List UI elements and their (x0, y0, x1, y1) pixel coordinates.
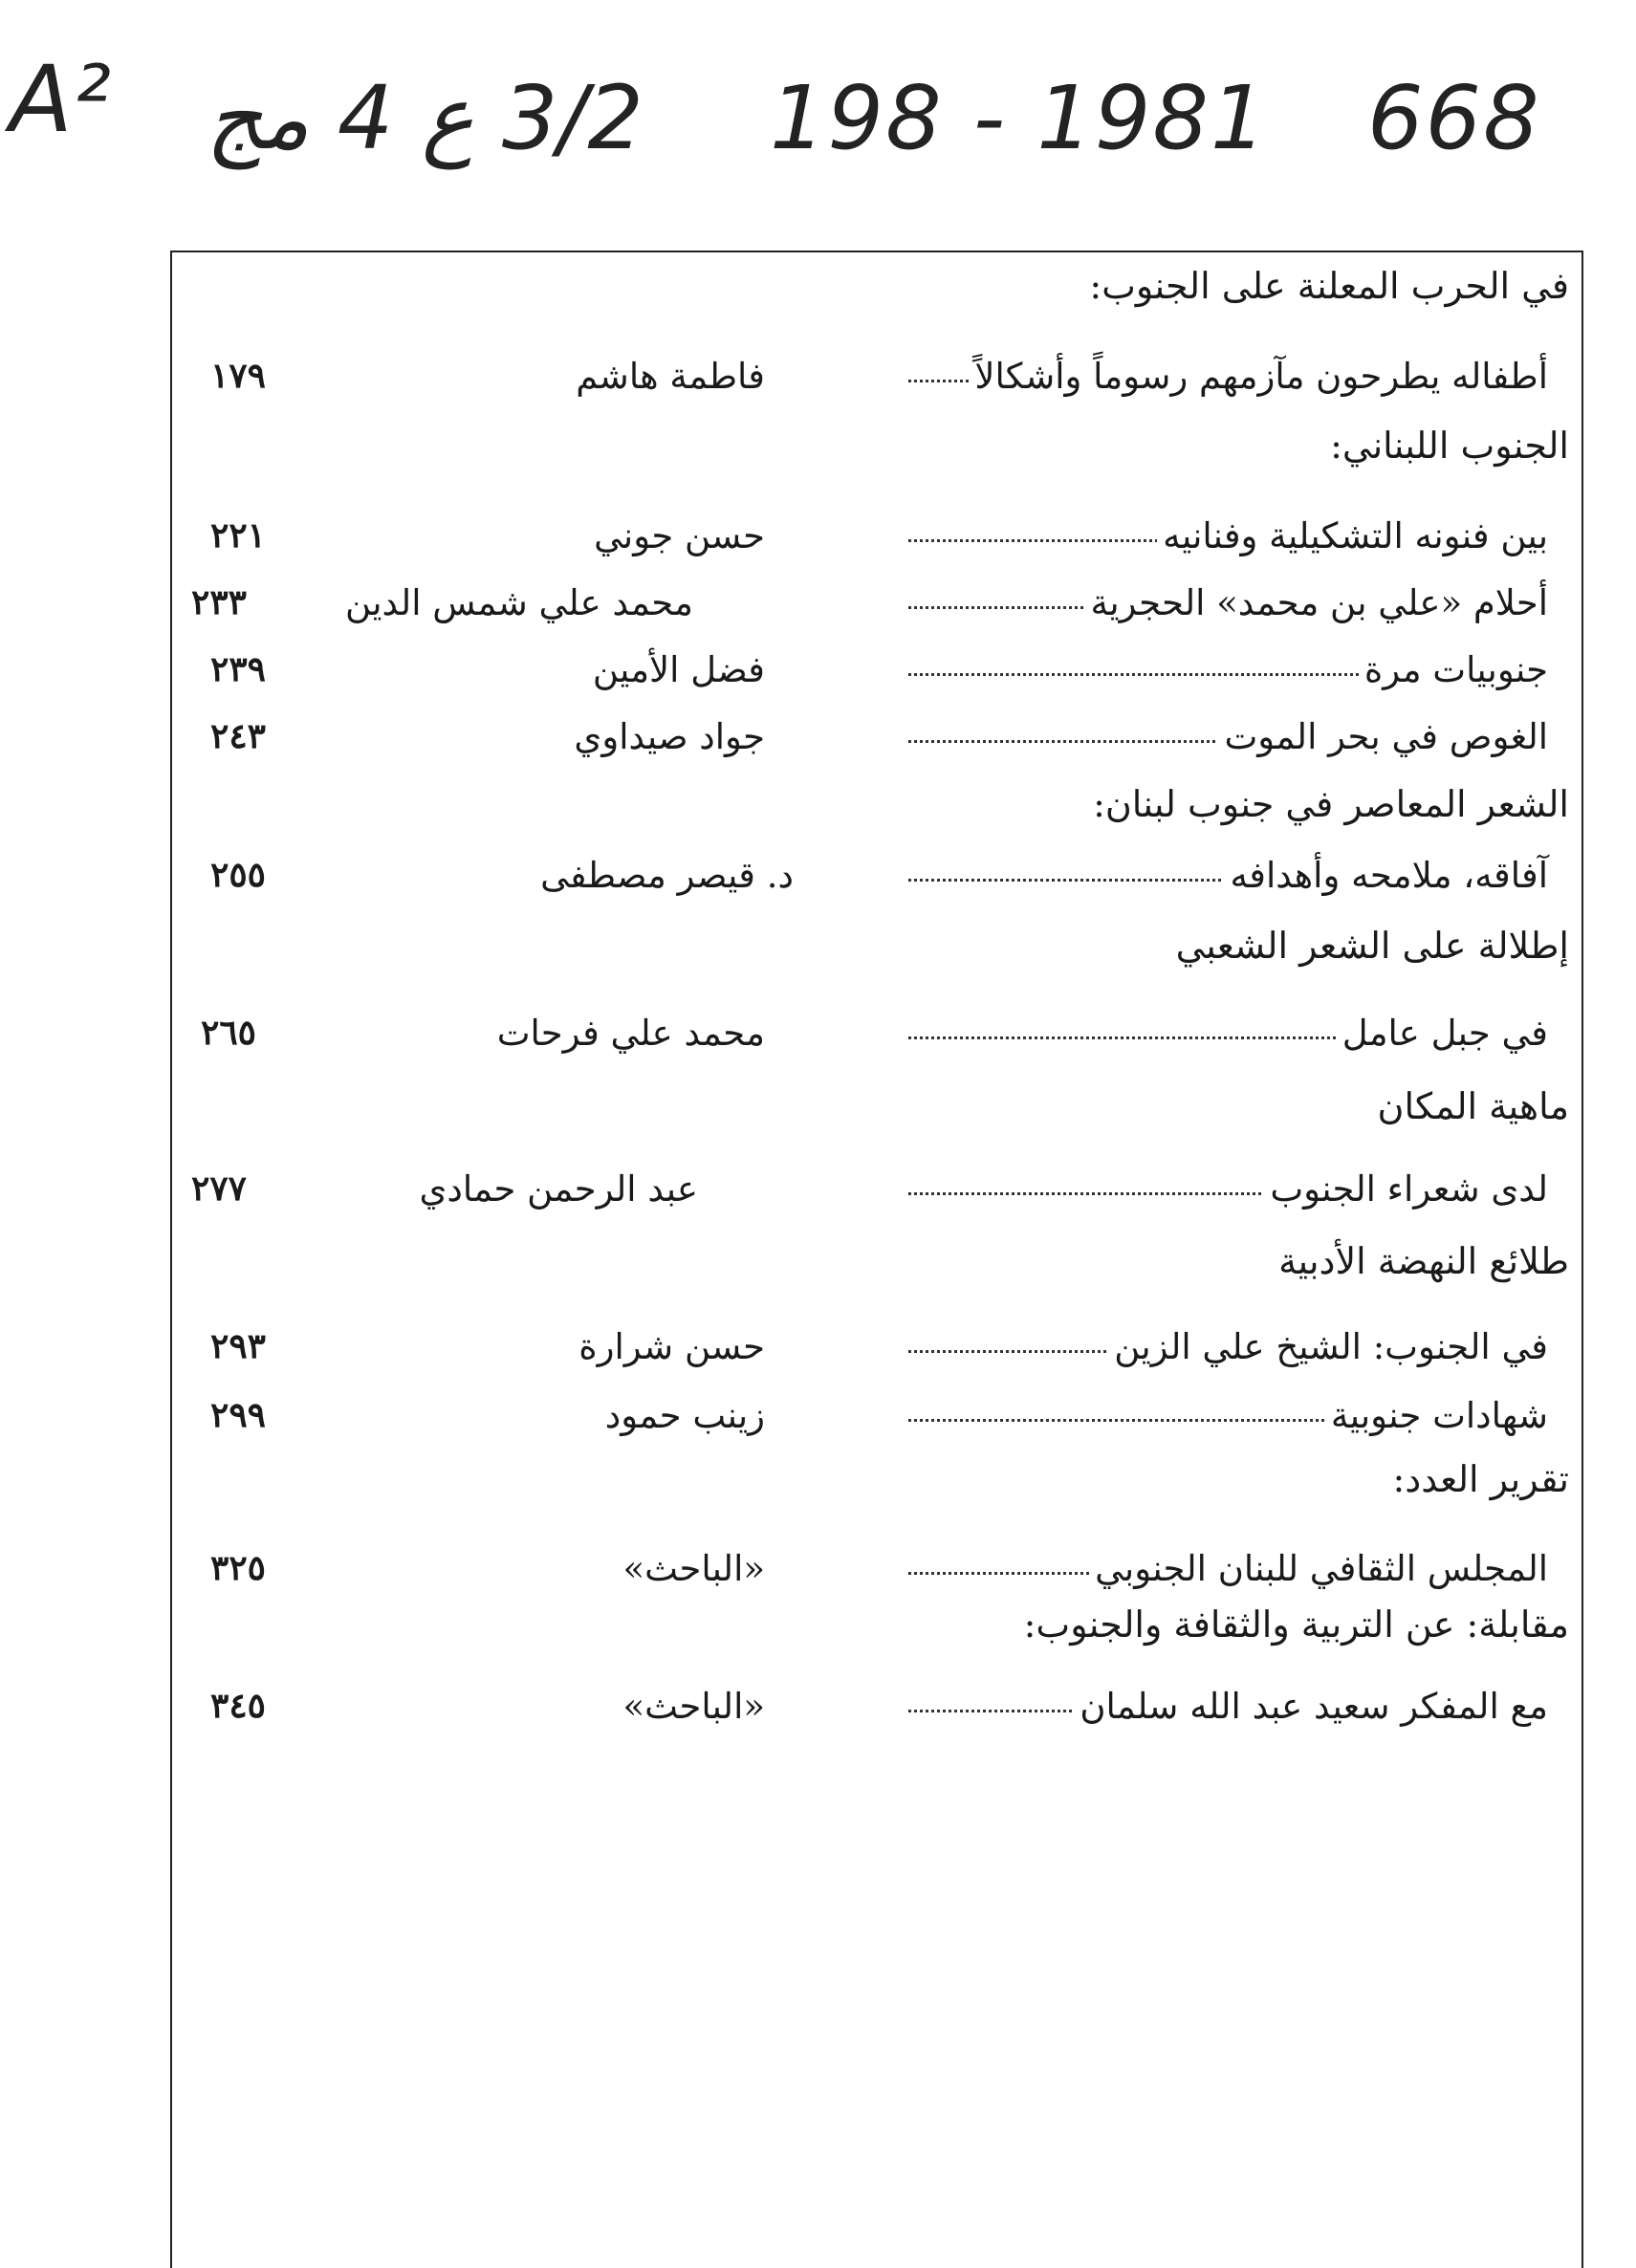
handwritten-year-range: 198 - 1981 (770, 67, 1269, 169)
section-heading: طلائع النهضة الأدبية (1278, 1240, 1569, 1282)
entry-title: الغوص في بحر الموت (1218, 719, 1548, 754)
toc-entry (182, 356, 1569, 408)
entry-author: «الباحث» (622, 1548, 765, 1589)
entry-author: فضل الأمين (592, 649, 765, 690)
entry-author: زينب حمود (604, 1395, 765, 1436)
entry-author: حسن شرارة (578, 1326, 765, 1367)
entry-page: ٢٤٣ (210, 716, 267, 756)
entry-title: بين فنونه التشكيلية وفنانيه (1157, 518, 1548, 554)
section-heading: تقرير العدد: (1392, 1458, 1569, 1500)
section-heading: مقابلة: عن التربية والثقافة والجنوب: (1023, 1603, 1569, 1646)
toc-entry (182, 1395, 1569, 1448)
entry-author: فاطمة هاشم (576, 356, 765, 397)
entry-author: محمد علي شمس الدين (345, 582, 693, 623)
entry-author: جواد صيداوي (574, 716, 765, 757)
toc-entry (182, 1548, 1569, 1601)
entry-page: ٢٧٧ (191, 1168, 248, 1209)
handwritten-annotation (0, 27, 1636, 189)
entry-page: ٢٩٩ (210, 1395, 267, 1435)
entry-page: ١٧٩ (210, 356, 267, 396)
entry-page: ٢٣٩ (210, 649, 267, 689)
entry-title: مع المفكر سعيد عبد الله سلمان (1074, 1689, 1548, 1724)
entry-author: د. قيصر مصطفى (540, 855, 794, 896)
toc-entry (182, 1326, 1569, 1379)
entry-title: في جبل عامل (1337, 1015, 1548, 1051)
toc-entry (182, 515, 1569, 568)
section-heading: في الحرب المعلنة على الجنوب: (1089, 265, 1569, 307)
toc-entry (182, 855, 1569, 907)
entry-page: ٢٩٣ (210, 1326, 267, 1366)
entry-title: المجلس الثقافي للبنان الجنوبي (1089, 1551, 1548, 1586)
entry-page: ٣٤٥ (210, 1686, 267, 1726)
section-heading: إطلالة على الشعر الشعبي (1175, 925, 1569, 967)
entry-title: جنوبيات مرة (1359, 652, 1548, 687)
entry-page: ٢٥٥ (210, 855, 267, 895)
entry-title: أطفاله يطرحون مآزمهم رسوماً وأشكالاً (969, 359, 1548, 394)
entry-page: ٢٦٥ (201, 1013, 257, 1053)
handwritten-number: 668 (1367, 67, 1541, 169)
entry-author: «الباحث» (622, 1686, 765, 1727)
toc-entry (182, 582, 1569, 635)
entry-title: في الجنوب: الشيخ علي الزين (1108, 1329, 1548, 1364)
entry-title: لدى شعراء الجنوب (1264, 1171, 1548, 1207)
entry-page: ٢٣٣ (191, 582, 248, 622)
toc-entry (182, 1015, 1569, 1065)
section-heading: الجنوب اللبناني: (1330, 425, 1569, 467)
entry-author: عبد الرحمن حمادي (419, 1168, 698, 1210)
entry-author: محمد علي فرحات (496, 1013, 765, 1054)
toc-entry (182, 1168, 1569, 1221)
entry-title: آفاقه، ملامحه وأهدافه (1224, 858, 1548, 893)
entry-title: شهادات جنوبية (1325, 1398, 1548, 1433)
entry-page: ٢٢١ (210, 515, 267, 556)
handwritten-archive-code: A² (10, 46, 114, 153)
entry-author: حسن جوني (594, 515, 765, 556)
toc-entry (182, 1686, 1569, 1738)
toc-entry (182, 716, 1569, 769)
toc-entry (182, 649, 1569, 702)
section-heading: الشعر المعاصر في جنوب لبنان: (1093, 783, 1569, 825)
entry-title: أحلام «علي بن محمد» الحجرية (1085, 585, 1548, 621)
entry-page: ٣٢٥ (210, 1548, 267, 1588)
section-heading: ماهية المكان (1377, 1085, 1569, 1127)
handwritten-issue: 3/2 ع 4 مج (206, 67, 643, 169)
